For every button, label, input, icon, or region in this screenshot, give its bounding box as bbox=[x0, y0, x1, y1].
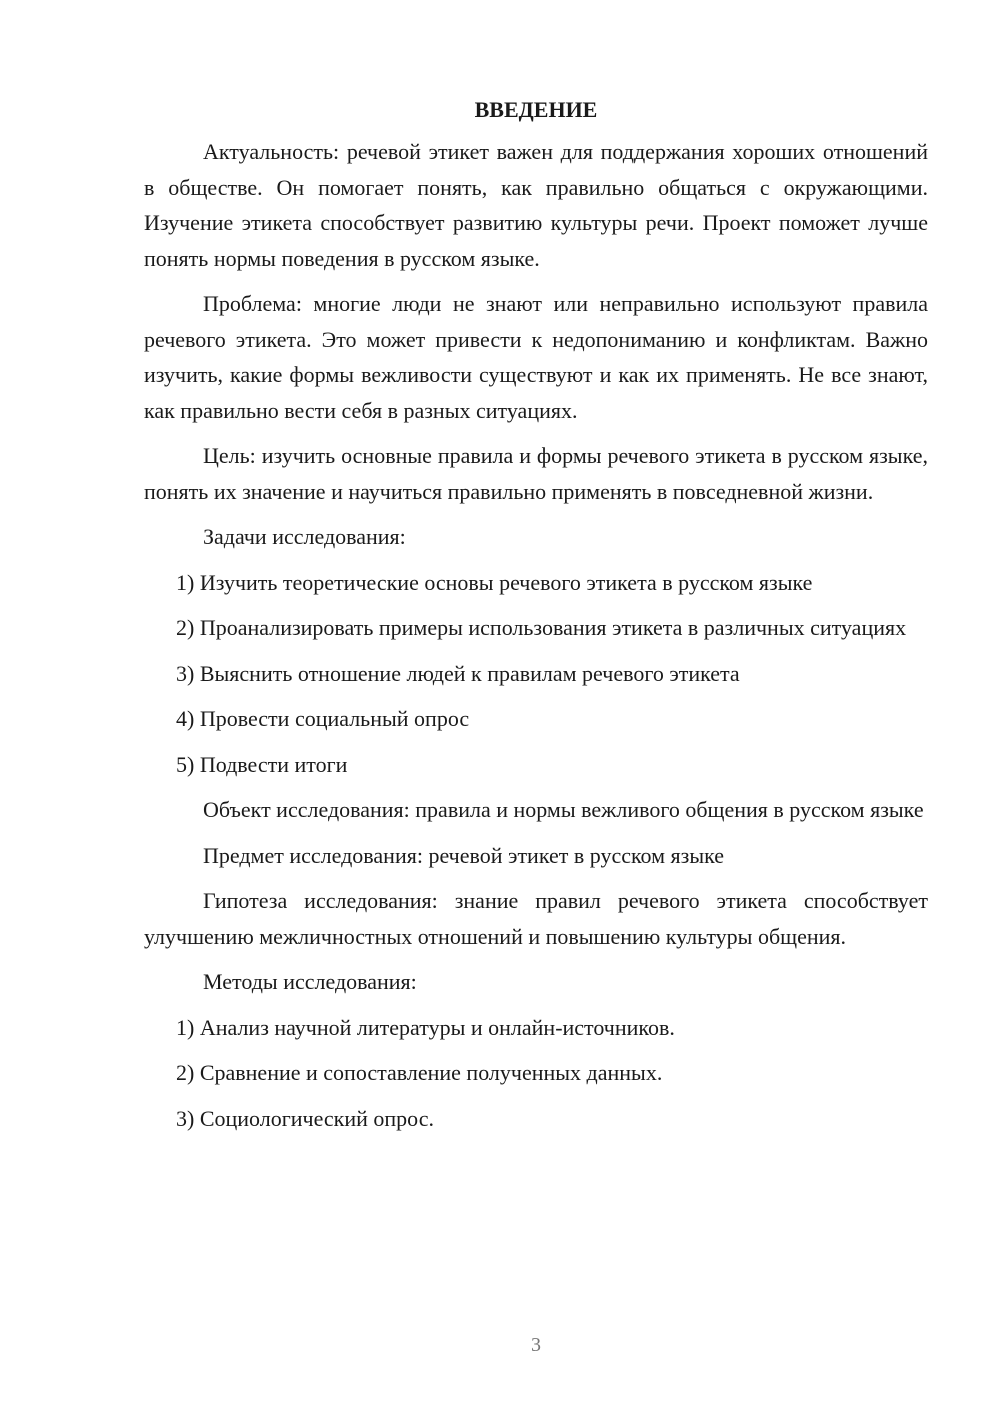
hypothesis-paragraph: Гипотеза исследования: знание правил речевого этикета способствует улучшению межличностных отношений и повышению культуры общения. bbox=[144, 888, 928, 949]
task-item-4: 4) Провести социальный опрос bbox=[176, 706, 470, 731]
task-item-1: 1) Изучить теоретические основы речевого этикета в русском языке bbox=[176, 569, 813, 595]
section-title: ВВЕДЕНИЕ bbox=[474, 97, 598, 122]
problem-paragraph: Проблема: многие люди не знают или неправильно используют правила речевого этикета. Это может привести к недопониманию и конфликтам. Важно изучить, какие формы вежливости существуют и как их применять. Не все знают, как правильно вести себя в разных ситуациях. bbox=[144, 291, 928, 423]
page-number: 3 bbox=[531, 1334, 541, 1356]
task-item-2: 2) Проанализировать примеры использования этикета в различных ситуациях bbox=[176, 615, 907, 640]
relevance-paragraph: Актуальность: речевой этикет важен для поддержания хороших отношений в обществе. Он помогает понять, как правильно общаться с окружающими. Изучение этикета способствует развитию культуры речи. Проект поможет лучше понять нормы поведения в русском языке. bbox=[144, 139, 928, 271]
methods-heading: Методы исследования: bbox=[203, 969, 417, 994]
goal-paragraph: Цель: изучить основные правила и формы речевого этикета в русском языке, понять их значение и научиться правильно применять в повседневной жизни. bbox=[144, 443, 928, 504]
task-item-5: 5) Подвести итоги bbox=[176, 751, 348, 777]
page-content bbox=[144, 92, 928, 1146]
method-item-2: 2) Сравнение и сопоставление полученных данных. bbox=[176, 1060, 663, 1085]
subject-paragraph: Предмет исследования: речевой этикет в русском языке bbox=[203, 842, 725, 868]
method-item-1: 1) Анализ научной литературы и онлайн-источников. bbox=[176, 1014, 675, 1040]
task-item-3: 3) Выяснить отношение людей к правилам речевого этикета bbox=[176, 660, 740, 686]
tasks-heading: Задачи исследования: bbox=[203, 524, 406, 549]
method-item-3: 3) Социологический опрос. bbox=[176, 1105, 434, 1131]
object-paragraph: Объект исследования: правила и нормы вежливого общения в русском языке bbox=[203, 797, 924, 822]
